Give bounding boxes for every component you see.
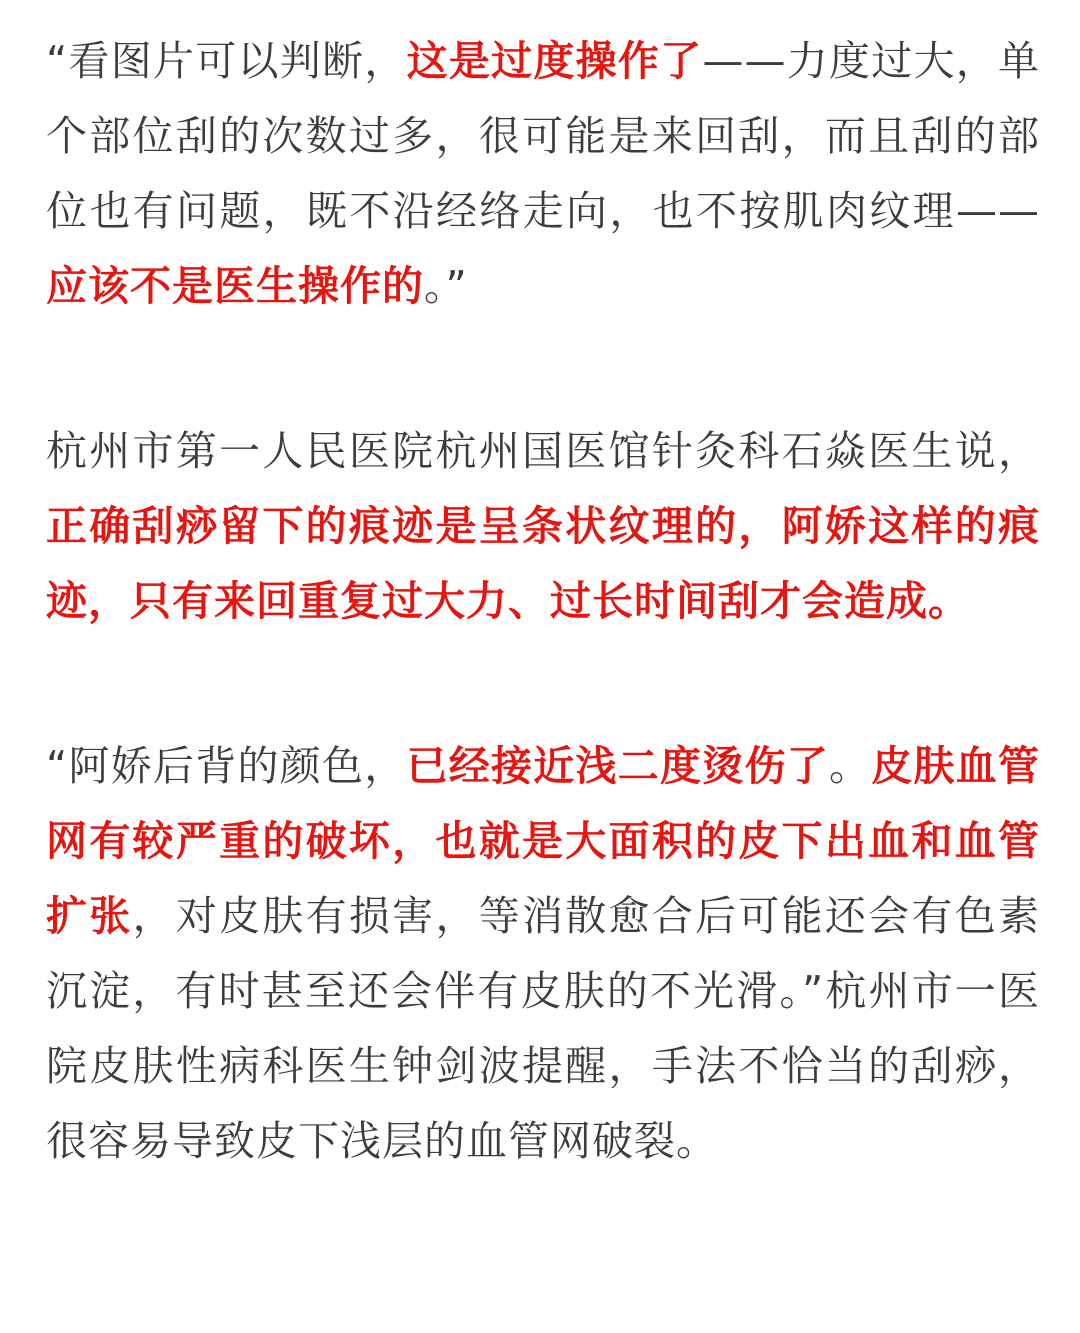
text-segment: 杭州市第一人民医院杭州国医馆针灸科石焱医生说， [46,427,1040,475]
highlighted-text: 已经接近浅二度烫伤了 [406,742,829,790]
paragraph-doctor-statement [46,414,1040,639]
text-segment: “阿娇后背的颜色， [46,742,407,790]
text-segment: ，对皮肤有损害，等消散愈合后可能还会有色素沉淀，有时甚至还会伴有皮肤的不光滑。”杭州市一医院皮肤性病科医生钟剑波提醒，手法不恰当的刮痧，很容易导致皮下浅层的血管网破裂。 [46,892,1040,1165]
text-segment: ——力度过大，单个部位刮的次数过多，很可能是来回刮，而且刮的部位也有问题，既不沿经络走向，也不按肌肉纹理—— [46,37,1041,235]
paragraph-quote-2 [46,729,1040,1179]
highlighted-text: 正确刮痧留下的痕迹是呈条状纹理的，阿娇这样的痕迹，只有来回重复过大力、过长时间刮才会造成。 [46,502,1040,625]
text-segment: 。” [424,262,468,310]
highlighted-text: 应该不是医生操作的 [46,262,424,310]
paragraph-quote-1 [46,24,1040,324]
highlighted-text: 皮肤血管网有较严重的破坏，也就是大面积的皮下出血和血管扩张 [46,742,1040,940]
text-segment: 。 [829,742,872,790]
text-segment: “看图片可以判断， [46,37,407,85]
highlighted-text: 这是过度操作了 [406,37,703,85]
